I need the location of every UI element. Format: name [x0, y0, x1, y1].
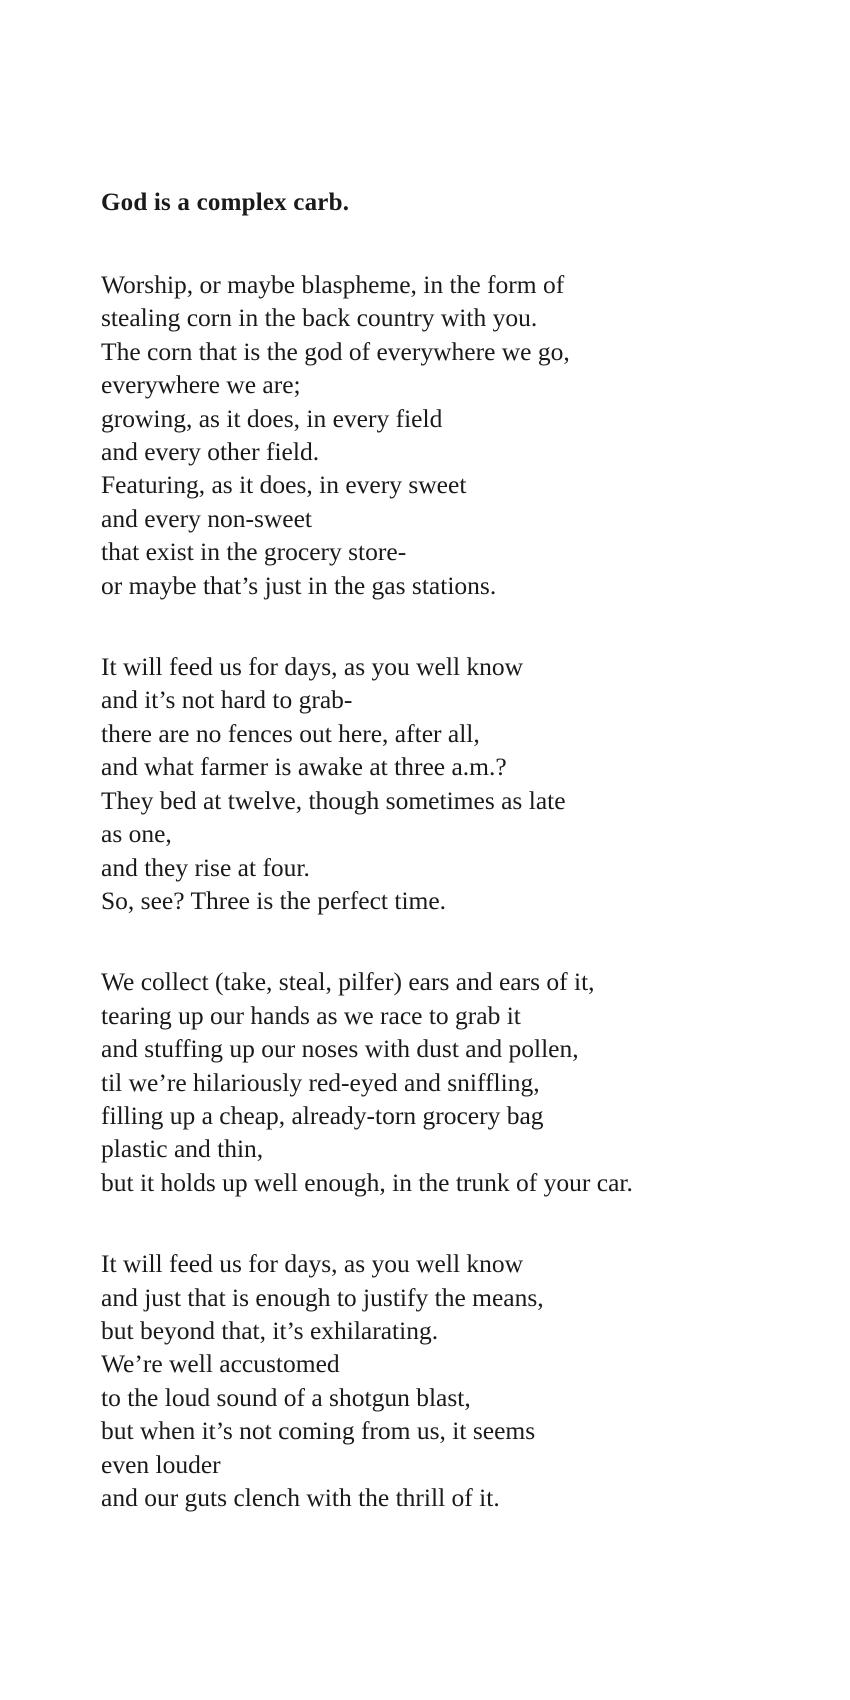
poem-line: The corn that is the god of everywhere we go,	[101, 336, 570, 366]
poem-line: stealing corn in the back country with you.	[101, 303, 538, 333]
poem-line: growing, as it does, in every field	[101, 403, 443, 433]
poem-line: as one,	[101, 819, 172, 849]
poem-line: and they rise at four.	[101, 852, 310, 882]
poem-line: and just that is enough to justify the means,	[101, 1282, 544, 1312]
poem-line: to the loud sound of a shotgun blast,	[101, 1382, 471, 1412]
poem-line: Worship, or maybe blaspheme, in the form of	[101, 270, 565, 299]
stanza-3	[101, 965, 821, 1199]
stanza-1	[101, 268, 821, 602]
poem-body	[101, 268, 821, 1514]
poem-line: or maybe that’s just in the gas stations.	[101, 570, 497, 600]
poem-page	[101, 186, 821, 1562]
poem-line: and what farmer is awake at three a.m.?	[101, 752, 507, 782]
poem-line: plastic and thin,	[101, 1134, 264, 1164]
poem-line: even louder	[101, 1449, 221, 1479]
poem-line: So, see? Three is the perfect time.	[101, 885, 447, 915]
poem-line: tearing up our hands as we race to grab it	[101, 1000, 521, 1030]
poem-line: and it’s not hard to grab-	[101, 685, 353, 715]
poem-line: We’re well accustomed	[101, 1349, 340, 1379]
poem-line: Featuring, as it does, in every sweet	[101, 470, 467, 500]
poem-line: It will feed us for days, as you well know	[101, 652, 524, 682]
poem-line: We collect (take, steal, pilfer) ears and ears of it,	[101, 967, 595, 997]
stanza-2	[101, 650, 821, 917]
poem-line: everywhere we are;	[101, 370, 301, 400]
poem-line: They bed at twelve, though sometimes as late	[101, 785, 566, 815]
poem-line: and every non-sweet	[101, 503, 312, 533]
stanza-4	[101, 1247, 821, 1514]
poem-line: and our guts clench with the thrill of it.	[101, 1483, 500, 1512]
poem-line: It will feed us for days, as you well know	[101, 1249, 524, 1279]
poem-title: God is a complex carb.	[101, 189, 350, 216]
poem-line: til we’re hilariously red-eyed and sniffling,	[101, 1067, 540, 1097]
poem-line: there are no fences out here, after all,	[101, 718, 480, 748]
poem-line: but beyond that, it’s exhilarating.	[101, 1315, 439, 1345]
poem-line: and stuffing up our noses with dust and pollen,	[101, 1034, 579, 1064]
poem-line: but when it’s not coming from us, it seems	[101, 1416, 536, 1446]
poem-line: but it holds up well enough, in the trunk of your car.	[101, 1167, 633, 1197]
poem-line: filling up a cheap, already-torn grocery bag	[101, 1100, 544, 1130]
poem-line: that exist in the grocery store-	[101, 537, 407, 567]
poem-line: and every other field.	[101, 437, 320, 467]
